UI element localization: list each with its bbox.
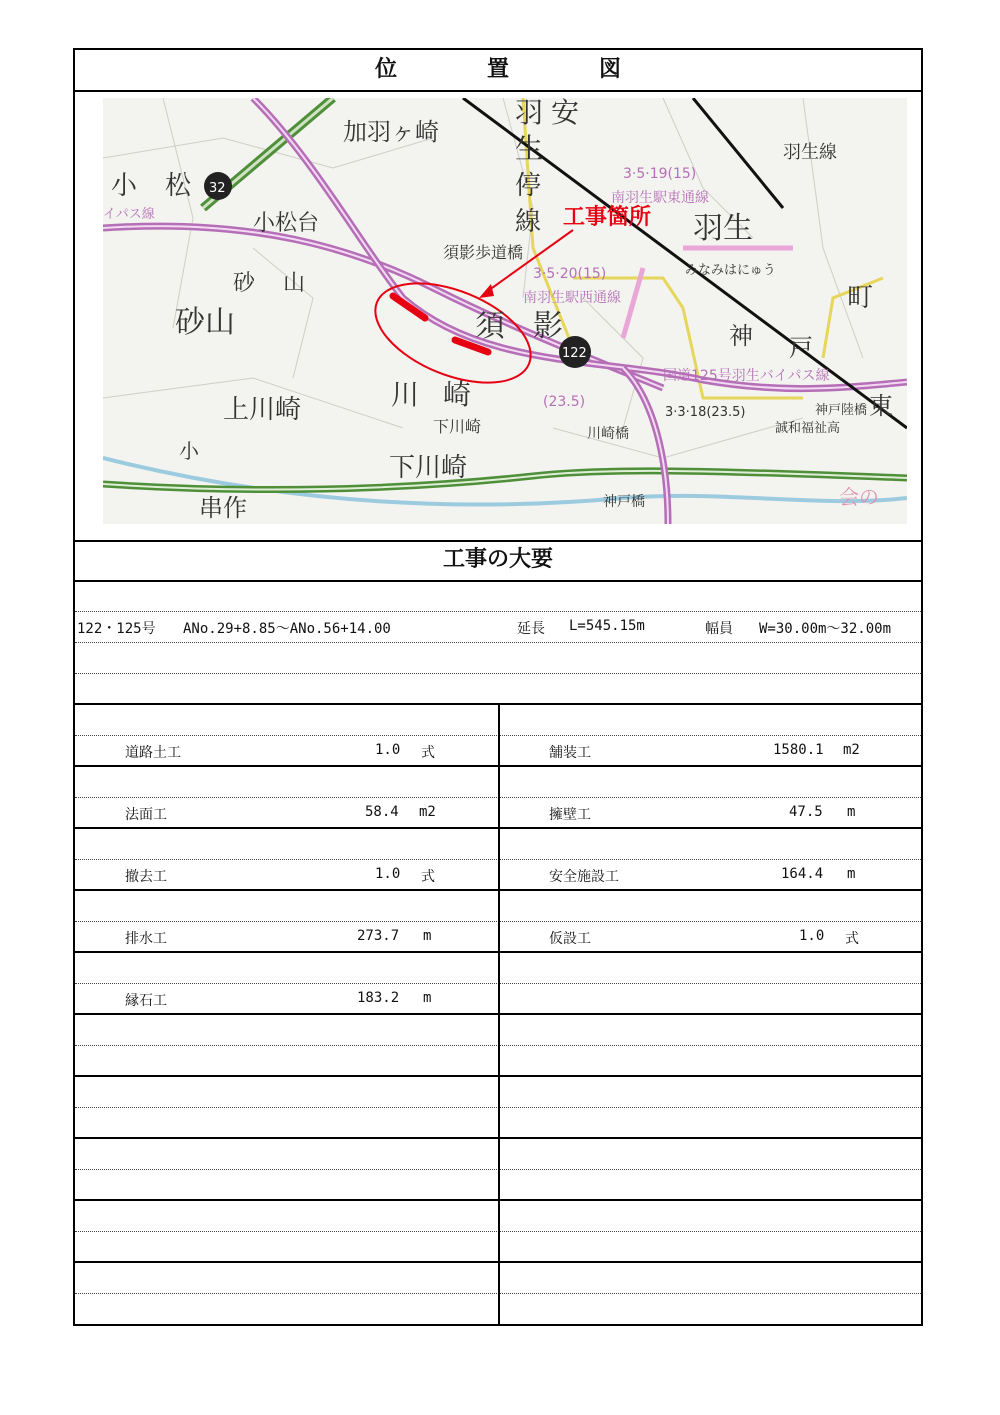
work-name: 法面工 — [125, 807, 167, 823]
map-label: 線 — [515, 207, 542, 237]
map-label: 小 — [179, 439, 199, 463]
map-label: 誠和福祉高 — [775, 421, 841, 436]
map-label: 32 — [209, 181, 226, 196]
map-labels — [103, 98, 893, 522]
length-value: L=545.15m — [569, 618, 645, 634]
map-label: 3·3·18(23.5) — [665, 405, 746, 420]
map-label: 川崎橋 — [587, 426, 629, 442]
map-label: 3·5·19(15) — [623, 166, 697, 182]
work-qty: 164.4 — [781, 866, 824, 882]
map-graphic — [103, 98, 907, 524]
work-qty: 47.5 — [789, 804, 823, 820]
map-label: 会の — [839, 485, 879, 509]
map-label: 神戸橋 — [603, 494, 645, 510]
work-unit: 式 — [421, 745, 435, 761]
work-unit: m2 — [419, 804, 436, 820]
work-name: 舗装工 — [549, 745, 591, 761]
document-frame — [73, 48, 923, 1326]
map-label: 串作 — [199, 494, 247, 522]
work-unit: m2 — [843, 742, 860, 758]
summary-title: 工事の大要 — [75, 540, 921, 582]
work-name: 仮設工 — [549, 931, 591, 947]
work-unit: m — [423, 990, 432, 1006]
map-label: 国道125号羽生バイパス線 — [663, 368, 830, 384]
map-label: 南羽生駅東通線 — [611, 190, 709, 206]
location-title: 位 置 図 — [75, 50, 921, 92]
map-label: 3·5·20(15) — [533, 266, 607, 282]
work-unit: 式 — [421, 869, 435, 885]
summary-main-row — [75, 611, 921, 643]
work-unit: m — [423, 928, 432, 944]
map-label: 東 — [869, 392, 893, 420]
work-unit: m — [847, 866, 856, 882]
map-label: 松 — [165, 171, 192, 201]
map-label: 停 — [515, 171, 542, 201]
table-column-divider — [498, 704, 500, 1324]
work-qty: 1580.1 — [773, 742, 824, 758]
station-range: ANo.29+8.85～ANo.56+14.00 — [183, 621, 391, 637]
work-name: 排水工 — [125, 931, 167, 947]
width-label: 幅員 — [705, 621, 733, 637]
callout-arrow-head — [479, 284, 494, 298]
map-cell — [75, 90, 921, 542]
map-label: (23.5) — [543, 394, 586, 410]
map-label: 小 — [111, 171, 138, 201]
map-label: 戸 — [789, 334, 813, 362]
work-name: 擁壁工 — [549, 807, 591, 823]
parcel-lines — [103, 98, 863, 458]
map-label: 南羽生駅西通線 — [523, 290, 621, 306]
summary-blank-row — [75, 642, 921, 674]
work-unit: m — [847, 804, 856, 820]
map-label: 羽 — [515, 98, 544, 129]
map-label: 影 — [533, 309, 563, 344]
map-label: 下川崎 — [433, 417, 482, 436]
location-map — [103, 98, 907, 524]
route-number: 122・125号 — [77, 621, 156, 637]
work-name: 縁石工 — [125, 993, 167, 1009]
map-label: イパス線 — [103, 207, 155, 222]
work-name: 道路土工 — [125, 745, 181, 761]
work-qty: 183.2 — [357, 990, 400, 1006]
work-qty: 58.4 — [365, 804, 399, 820]
width-value: W=30.00m～32.00m — [759, 621, 892, 637]
work-name: 撤去工 — [125, 869, 167, 885]
map-label: 須 — [475, 309, 505, 344]
map-label: 須影歩道橋 — [443, 243, 524, 262]
map-label: 山 — [283, 271, 306, 296]
summary-blank-row — [75, 580, 921, 612]
map-label: みなみはにゅう — [685, 263, 776, 278]
work-qty: 273.7 — [357, 928, 400, 944]
map-label: 下川崎 — [389, 453, 468, 483]
map-label: 安 — [551, 98, 580, 129]
length-label: 延長 — [517, 621, 545, 637]
map-label: 上川崎 — [223, 395, 302, 425]
map-label: 川 — [391, 378, 420, 411]
summary-blank-row — [75, 673, 921, 705]
map-label: 砂 — [233, 271, 256, 296]
map-label: 小松台 — [253, 211, 320, 236]
map-label: 砂山 — [175, 305, 235, 340]
map-label: 崎 — [443, 378, 472, 411]
construction-callout-label: 工事箇所 — [563, 205, 652, 230]
map-label: 羽生線 — [783, 142, 837, 163]
map-label: 生 — [515, 132, 544, 165]
map-label: 神戸陸橋 — [815, 403, 868, 418]
work-qty: 1.0 — [375, 742, 401, 758]
work-name: 安全施設工 — [549, 869, 619, 885]
map-label: 羽生 — [693, 211, 753, 246]
map-label: 町 — [847, 283, 874, 313]
map-label: 加羽ヶ崎 — [343, 118, 439, 146]
work-qty: 1.0 — [799, 928, 825, 944]
work-unit: 式 — [845, 931, 859, 947]
map-label: 神 — [729, 322, 753, 350]
map-label: 122 — [562, 346, 587, 361]
work-qty: 1.0 — [375, 866, 401, 882]
